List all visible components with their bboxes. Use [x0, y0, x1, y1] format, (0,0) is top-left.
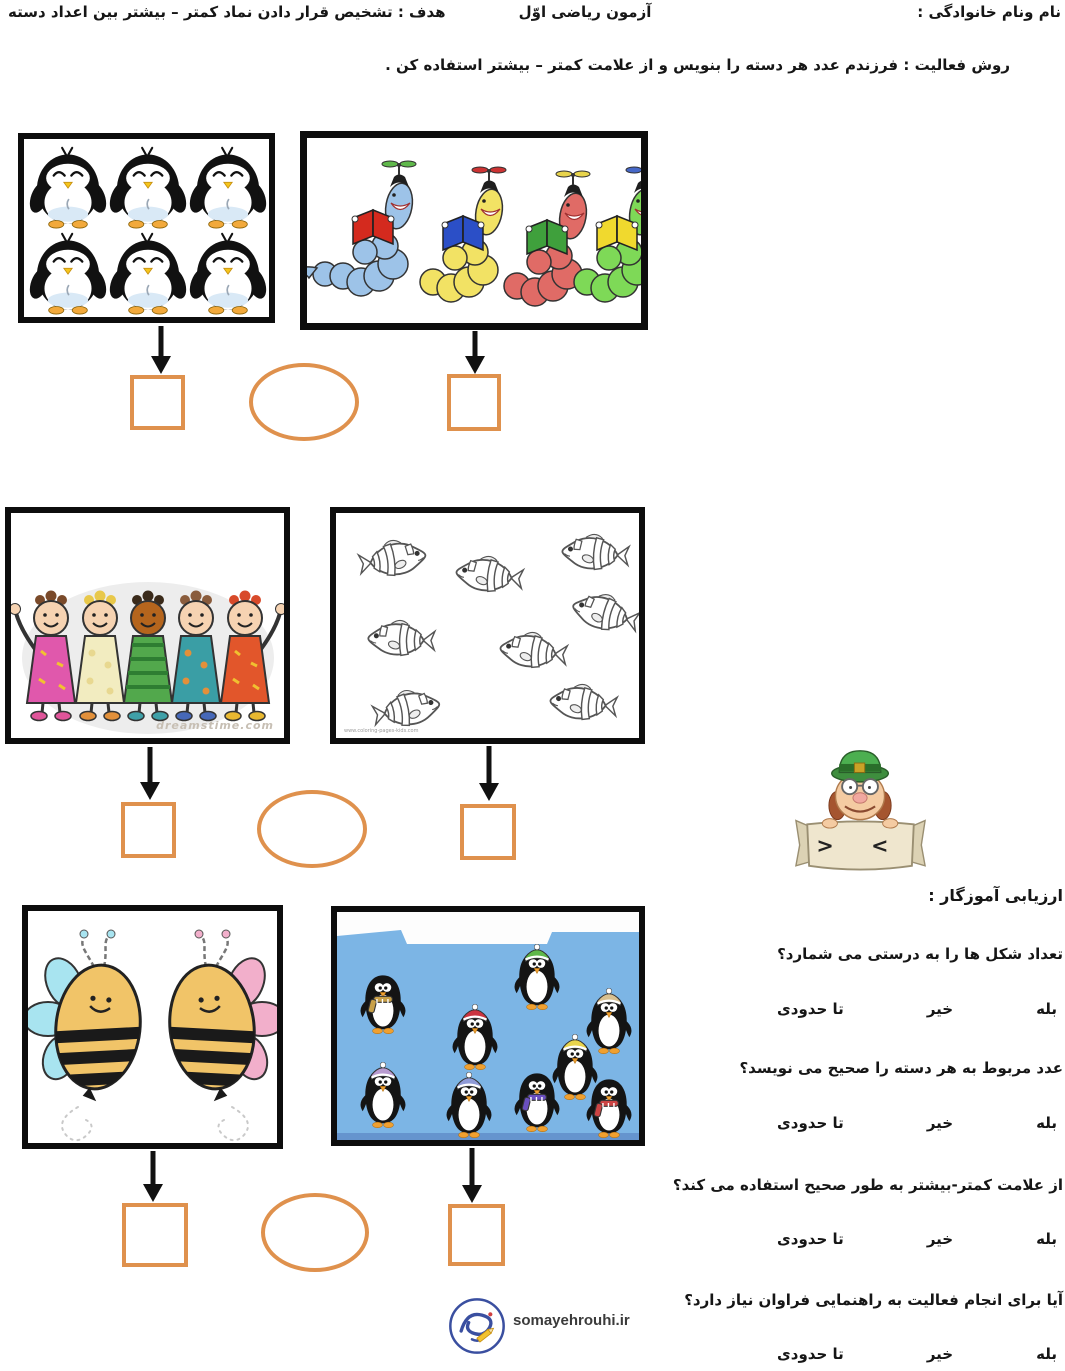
- comparison-symbol-oval[interactable]: [257, 790, 367, 868]
- image-box-clownfish: [330, 507, 645, 744]
- down-arrow-icon: [462, 331, 488, 374]
- number-answer-box[interactable]: [460, 804, 516, 860]
- number-answer-box[interactable]: [447, 374, 501, 431]
- option-somewhat[interactable]: تا حدودی: [777, 1345, 844, 1363]
- option-yes[interactable]: بله: [1036, 1230, 1057, 1248]
- down-arrow-icon: [148, 326, 174, 374]
- watermark-text: www.coloring-pages-kids.com: [344, 728, 419, 734]
- image-box-bookworms: [300, 131, 648, 330]
- evaluation-question: آیا برای انجام فعالیت به راهنمایی فراوان نیاز دارد؟: [684, 1291, 1063, 1309]
- comparison-symbol-oval[interactable]: [261, 1193, 369, 1272]
- evaluation-options-row: [777, 1345, 1057, 1363]
- option-no[interactable]: خیر: [926, 1000, 954, 1018]
- number-answer-box[interactable]: [122, 1203, 188, 1267]
- site-url[interactable]: somayehrouhi.ir: [513, 1312, 630, 1329]
- evaluation-question: عدد مربوط به هر دسته را صحیح می نویسد؟: [739, 1059, 1063, 1077]
- evaluation-question: از علامت کمتر-بیشتر به طور صحیح استفاده می کند؟: [672, 1176, 1063, 1194]
- site-logo-icon: [447, 1296, 507, 1356]
- number-answer-box[interactable]: [130, 375, 185, 430]
- evaluation-question: تعداد شکل ها را به درستی می شمارد؟: [777, 945, 1063, 963]
- number-answer-box[interactable]: [448, 1204, 505, 1266]
- evaluation-title: ارزیابی آموزگار :: [928, 886, 1063, 905]
- goal-text: هدف : تشخیص قرار دادن نماد کمتر – بیشتر بین اعداد دسته: [8, 3, 446, 21]
- name-field-label: نام ونام خانوادگی :: [917, 3, 1061, 21]
- test-title: آزمون ریاضی اوّل: [518, 3, 652, 21]
- image-box-bees: [22, 905, 283, 1149]
- evaluation-options-row: [777, 1114, 1057, 1132]
- number-answer-box[interactable]: [121, 802, 176, 858]
- option-yes[interactable]: بله: [1036, 1000, 1057, 1018]
- comparison-symbol-oval[interactable]: [249, 363, 359, 441]
- down-arrow-icon: [140, 1151, 166, 1202]
- option-no[interactable]: خیر: [926, 1345, 954, 1363]
- image-box-winter-penguins: [331, 906, 645, 1146]
- option-somewhat[interactable]: تا حدودی: [777, 1000, 844, 1018]
- option-somewhat[interactable]: تا حدودی: [777, 1230, 844, 1248]
- option-yes[interactable]: بله: [1036, 1114, 1057, 1132]
- evaluation-options-row: [777, 1000, 1057, 1018]
- instruction-text: روش فعالیت : فرزندم عدد هر دسته را بنویس و از علامت کمتر – بیشتر استفاده کن .: [385, 56, 1010, 74]
- option-no[interactable]: خیر: [926, 1114, 954, 1132]
- watermark-text: dreamstime.com: [156, 719, 274, 732]
- option-no[interactable]: خیر: [926, 1230, 954, 1248]
- down-arrow-icon: [476, 746, 502, 801]
- option-yes[interactable]: بله: [1036, 1345, 1057, 1363]
- down-arrow-icon: [137, 747, 163, 800]
- down-arrow-icon: [459, 1148, 485, 1203]
- option-somewhat[interactable]: تا حدودی: [777, 1114, 844, 1132]
- image-box-children: [5, 507, 290, 744]
- leprechaun-banner-illustration: [788, 747, 933, 879]
- evaluation-options-row: [777, 1230, 1057, 1248]
- image-box-penguins: [18, 133, 275, 323]
- comparison-symbols-text: > <: [816, 833, 904, 858]
